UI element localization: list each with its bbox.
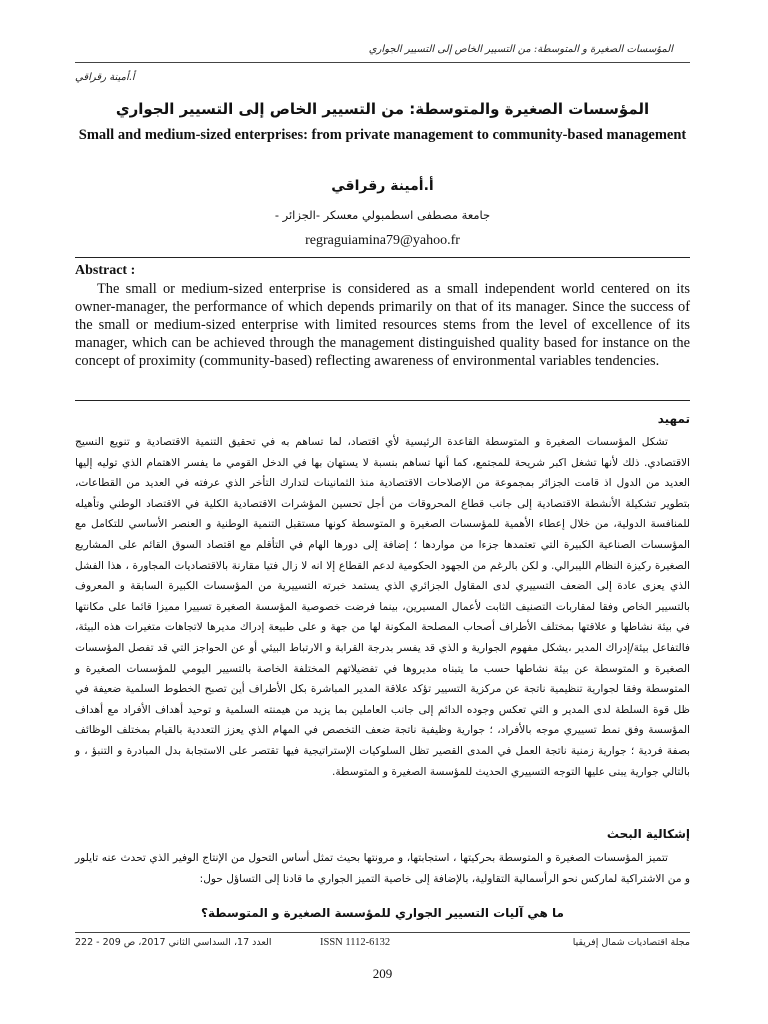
article-title-arabic: المؤسسات الصغيرة والمتوسطة: من التسيير الخاص إلى التسيير الجواري (115, 100, 650, 118)
intro-heading: تمهيد (657, 412, 690, 426)
page-number: 209 (372, 966, 393, 981)
author-name: أ.أمينة رقراقي (331, 178, 434, 194)
footer-rule (75, 932, 690, 933)
intro-paragraph: تشكل المؤسسات الصغيرة و المتوسطة القاعدة الرئيسية لأي اقتصاد، لما تساهم به في تحقيق التنمية الاقتصادية و تنويع النسيج الاقتصادي. ذلك لأنها تشغل اكبر شريحة للمجتمع، كما أنها تساهم بنسبة لا يستهان بها في الدخل القومي ما يفسر الاهتمام الذي توليه إليها العديد من الدول اذ قامت الجزائر بمجموعة من الإصلاحات الاقتصادية منذ الثمانينات لتدارك التأخر الذي عرفته في العديد من القطاعات، بتطوير تشكيلة الأنشطة الاقتصادية إلى جانب قطاع المحروقات من أجل تحسين المؤشرات الاقتصادية الكلية في الاقتصاد الوطني وتأهيله للمنافسة الدولية، من خلال إعطاء الأهمية للمؤسسات الصغيرة و المتوسطة كونها مستقبل التنمية الوطنية و العنصر الأساسي للتكامل مع المؤسسات الصناعية الكبيرة التي تعتمدها جزءا من مواردها ؛ إضافة إلى دورها الهام في التأقلم مع اقتصاد السوق القائم على المشاريع الصغيرة ركيزة النظام الليبرالي. و لكن بالرغم من الجهود الحكومية لدعم القطاع إلا انه لا زال فتيا مقارنة بالاقتصاديات المجاورة ، هذا الفشل الذي يعزى عادة إلى الضعف التسييري لدى المقاول الجزائري الذي يستمد خبرته التسييرية من المؤسسات الكبيرة السابقة و المعروف بالتسيير الخاص وفقا لمقاربات التصنيف الثابت لأعمال المسيرين، بينما فرضت خصوصية المؤسسة الصغيرة تسييرا مميزا قائما على مكانتها في بيئة نشاطها و علاقتها بمختلف الأطراف أصحاب المصلحة المكونة لها من جهة و على طبيعة إدراك مديرها لاتجاهات متغيرات هذه البيئة، فالتفاعل بيئة/إدراك المدير ،يشكل مفهوم الجوارية و الذي قد يفسر بدرجة القرابة و الارتباط البيئي أو عن الحواجز التي قد تفصل المؤسسات الصغيرة و المتوسطة عن بيئة نشاطها حسب ما يتبناه مديروها في تفضيلاتهم المختلفة الخاصة بالتسيير اليومي للمؤسسات الصغيرة و المتوسطة وفقا لجوارية تنظيمية ناتجة عن مركزية التسيير تؤكد علاقة المدير المباشرة بكل الأطراف أين تصبح الخطوط السلمية ضعيفة في ظل قوة السلطة لدى المدير و التي تعكس وجوده الدائم إلى جانب العاملين بما يزيد من هيمنته السلمية و توحيد أهداف الأفراد مع أهداف المؤسسة وفق نمط تسييري موجه بالأفراد، ؛ جوارية وظيفية ناتجة ضعف التخصص في المهام الذي يعزز التعددية بالقيام بمختلف الوظائف بصفة فردية ؛ جوارية زمنية ناتجة العمل في المدى القصير تظل السلوكيات الإستراتيجية فيها تقتصر على الاستجابة بدل المبادرة و التنبؤ ، و بالتالي جوارية يبنى عليها التوجه التسييري الحديث للمؤسسة الصغيرة و المتوسطة. (75, 436, 690, 778)
problem-heading: إشكالية البحث (606, 827, 690, 841)
author-affiliation: جامعة مصطفى اسطمبولي معسكر -الجزائر - (274, 208, 491, 222)
footer-issn: ISSN 1112-6132 (320, 937, 391, 948)
problem-paragraph: تتميز المؤسسات الصغيرة و المتوسطة بحركيتها ، استجابتها، و مرونتها بحيث تمثل أساس التحول من الإنتاج الوفير الذي تحدث عنه تايلور و من الاشتراكية لماركس نحو الرأسمالية التقاولية، بالإضافة إلى خاصية التميز الجواري ما قادنا إلى التساؤل حول: (75, 852, 690, 885)
header-rule (75, 62, 690, 63)
abstract-heading: Abstract : (75, 263, 136, 278)
footer-issue-info: العدد 17، السداسي الثاني 2017، ص 209 - 222 (75, 937, 272, 948)
page-footer (75, 937, 690, 951)
footer-journal-name: مجلة اقتصاديات شمال إفريقيا (572, 937, 690, 948)
abstract-bottom-rule (75, 400, 690, 401)
abstract-text: The small or medium-sized enterprise is considered as a small independent world centered on its owner-manager, the performance of which depends primarily on that of its manager. Since the success of the small or medium-sized enterprise with limited resources stems from the level of excellence of its manager, which can be achieved through the management distinguished quality based for instance on the concept of proximity (community-based) reflecting awareness of environmental variables tendencies. (75, 281, 690, 369)
author-corner-label: أ.أمينة رقراقي (75, 72, 135, 83)
research-question: ما هي آليات التسيير الجواري للمؤسسة الصغيرة و المتوسطة؟ (201, 906, 564, 920)
author-email: regraguiamina79@yahoo.fr (305, 233, 460, 248)
article-title-english: Small and medium-sized enterprises: from private management to community-based management (78, 127, 687, 143)
running-header: المؤسسات الصغيرة و المتوسطة: من التسيير الخاص إلى التسيير الجواري (368, 44, 673, 55)
abstract-top-rule (75, 257, 690, 258)
